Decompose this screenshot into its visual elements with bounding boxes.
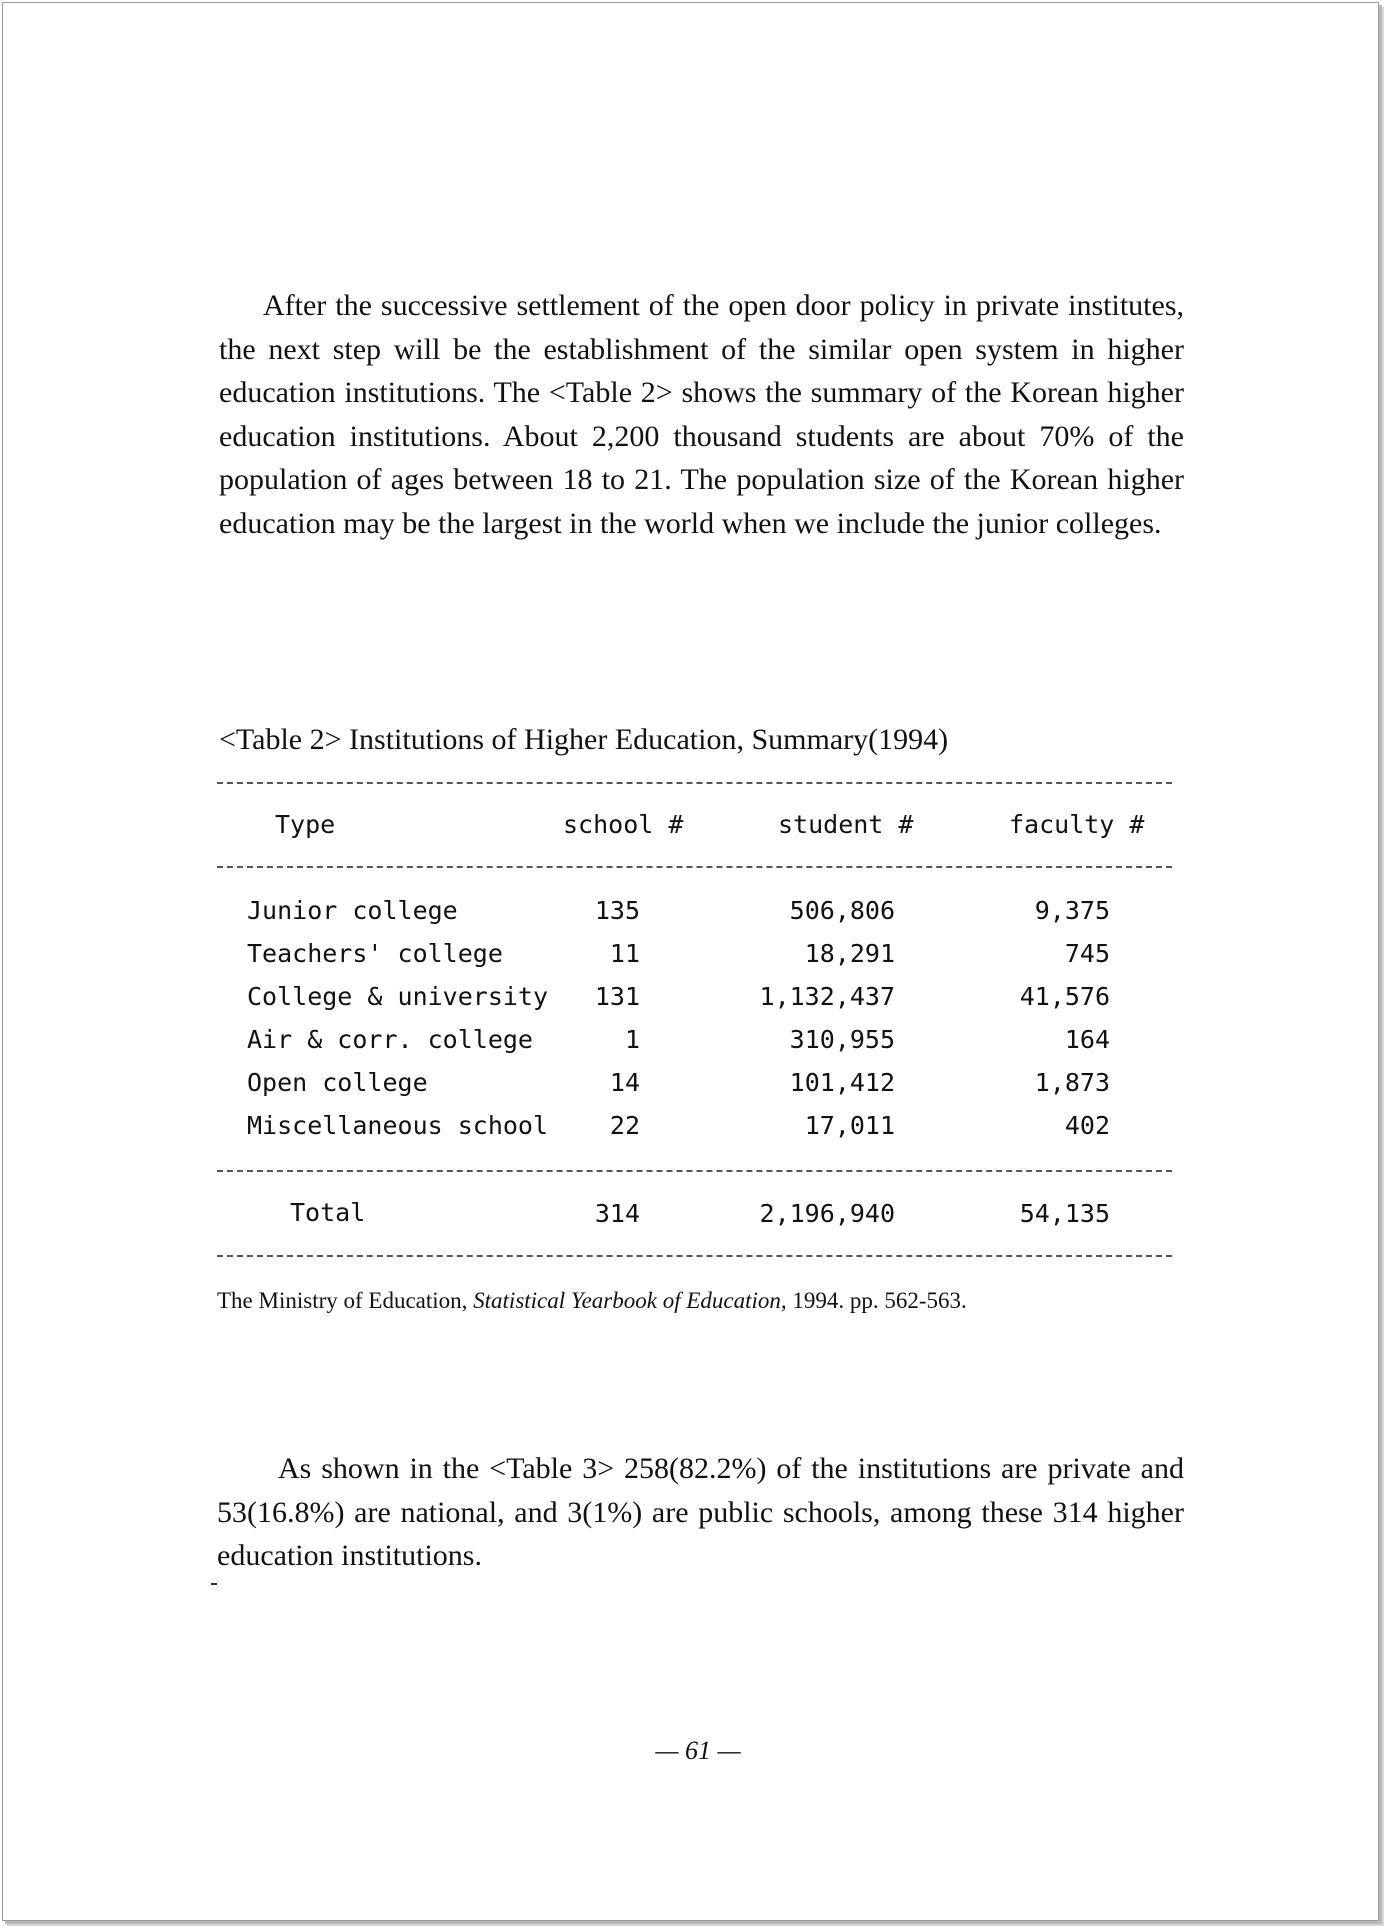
cell-type: Air & corr. college [247, 1025, 533, 1054]
cell-student-count: 310,955 [789, 1025, 895, 1054]
cell-school-count: 11 [609, 939, 640, 968]
total-school-count: 314 [594, 1199, 640, 1228]
cell-student-count: 506,806 [789, 896, 895, 925]
header-student-count: student # [778, 810, 914, 839]
cell-school-count: 14 [609, 1068, 640, 1097]
table-top-rule [217, 782, 1172, 784]
table-caption: <Table 2> Institutions of Higher Education, Summary(1994) [219, 723, 949, 756]
cell-type: College & university [247, 982, 549, 1011]
intro-paragraph: After the successive settlement of the open door policy in private institutes, the next step will be the establishment of the similar open system in higher education institutions. The <Table 2> shows the summary of the Korean higher education institutions. About 2,200 thousand students are about 70% of the population of ages between 18 to 21. The population size of the Korean higher education may be the largest in the world when we include the junior colleges. [219, 289, 1184, 540]
cell-faculty-count: 9,375 [1034, 896, 1110, 925]
source-year-pages: 1994. pp. 562-563. [786, 1288, 967, 1313]
stray-ink-mark [211, 1583, 217, 1585]
cell-student-count: 1,132,437 [759, 982, 895, 1011]
cell-type: Teachers' college [247, 939, 503, 968]
cell-school-count: 135 [594, 896, 640, 925]
cell-student-count: 101,412 [789, 1068, 895, 1097]
cell-type: Miscellaneous school [247, 1111, 549, 1140]
table-header-rule [217, 866, 1172, 868]
cell-school-count: 131 [594, 982, 640, 1011]
total-label: Total [290, 1198, 366, 1227]
header-faculty-count: faculty # [1009, 810, 1145, 839]
page-number: — 61 — [655, 1736, 741, 1765]
header-type: Type [275, 810, 336, 839]
cell-faculty-count: 164 [1064, 1025, 1110, 1054]
cell-school-count: 22 [609, 1111, 640, 1140]
source-publisher: The Ministry of Education, [217, 1288, 474, 1313]
source-note [217, 1286, 967, 1316]
cell-student-count: 17,011 [804, 1111, 895, 1140]
followup-paragraph: As shown in the <Table 3> 258(82.2%) of the institutions are private and 53(16.8%) are national, and 3(1%) are public schools, among these 314 higher education institutions. [217, 1452, 1184, 1572]
table-body-rule [217, 1170, 1172, 1172]
cell-type: Open college [247, 1068, 428, 1097]
cell-school-count: 1 [624, 1025, 640, 1054]
cell-faculty-count: 1,873 [1034, 1068, 1110, 1097]
cell-faculty-count: 402 [1064, 1111, 1110, 1140]
source-title: Statistical Yearbook of Education, [473, 1288, 787, 1313]
cell-faculty-count: 41,576 [1019, 982, 1110, 1011]
cell-student-count: 18,291 [804, 939, 895, 968]
header-school-count: school # [563, 810, 684, 839]
cell-faculty-count: 745 [1064, 939, 1110, 968]
table-bottom-rule [217, 1255, 1172, 1257]
total-faculty-count: 54,135 [1019, 1199, 1110, 1228]
cell-type: Junior college [247, 896, 458, 925]
total-student-count: 2,196,940 [759, 1199, 895, 1228]
